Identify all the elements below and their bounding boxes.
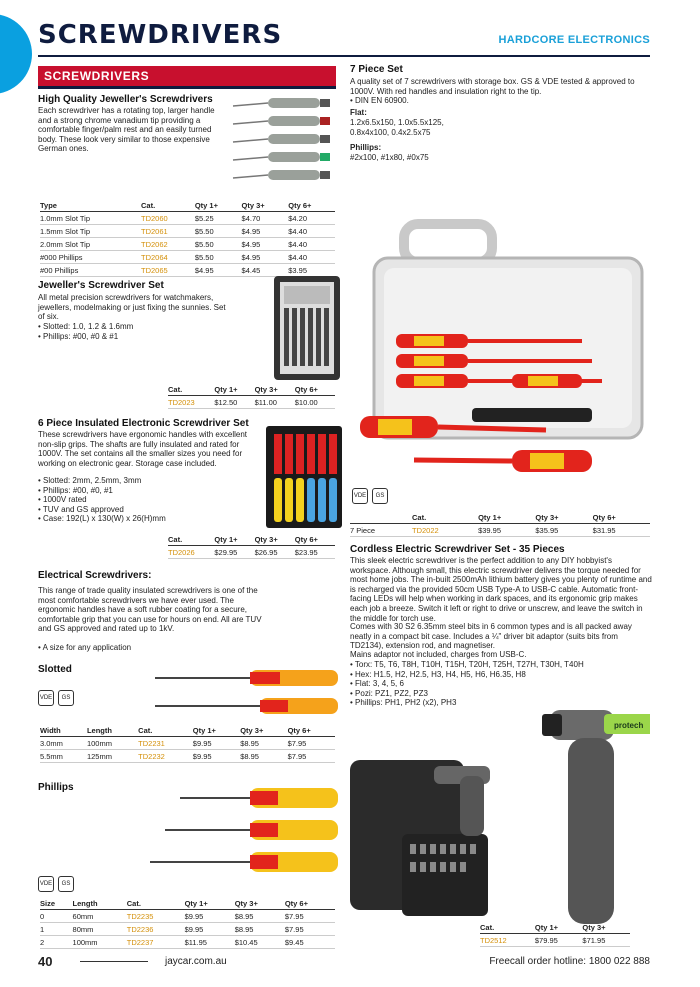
table-cell: $23.95 bbox=[295, 546, 335, 559]
table-cell: 1 bbox=[40, 923, 73, 936]
sevenpiece-desc: A quality set of 7 screwdrivers with storage box. GS & VDE tested & approved to 1000V. With red handles and insulation right to the tip. bbox=[350, 77, 635, 96]
table-cell: $9.95 bbox=[185, 910, 235, 923]
column-header: Qty 1+ bbox=[214, 534, 254, 546]
table-cell: $3.95 bbox=[288, 264, 335, 277]
jewellerset-title: Jeweller's Screwdriver Set bbox=[38, 280, 164, 291]
cat-code[interactable]: TD2062 bbox=[141, 238, 195, 251]
table-cell: $4.40 bbox=[288, 251, 335, 264]
cat-code[interactable]: TD2061 bbox=[141, 225, 195, 238]
column-header: Cat. bbox=[412, 512, 478, 524]
bullet: • Torx: T5, T6, T8H, T10H, T15H, T20H, T25H, T27H, T30H, T40H bbox=[350, 660, 652, 670]
footer-hotline: Freecall order hotline: 1800 022 888 bbox=[489, 956, 650, 967]
column-header: Qty 6+ bbox=[295, 384, 335, 396]
table-cell: $4.95 bbox=[242, 238, 289, 251]
electrical-bullets bbox=[38, 643, 263, 653]
column-header: Qty 1+ bbox=[195, 200, 242, 212]
bullet: • Slotted: 1.0, 1.2 & 1.6mm bbox=[38, 322, 233, 332]
table-cell: $7.95 bbox=[285, 910, 335, 923]
table-cell: 60mm bbox=[73, 910, 127, 923]
table-cell: $9.95 bbox=[193, 737, 240, 750]
column-header: Type bbox=[40, 200, 141, 212]
section-banner bbox=[38, 66, 336, 86]
column-header: Qty 3+ bbox=[235, 898, 285, 910]
table-cell: 100mm bbox=[73, 936, 127, 949]
table-cell: $5.50 bbox=[195, 238, 242, 251]
table-cell: $31.95 bbox=[593, 524, 650, 537]
table-cell: 3.0mm bbox=[40, 737, 87, 750]
table-cell: $4.20 bbox=[288, 212, 335, 225]
table-cell: $79.95 bbox=[535, 934, 583, 947]
jeweller-screwdrivers-image bbox=[228, 94, 343, 194]
insulated6-desc: These screwdrivers have ergonomic handles with excellent non-slip grips. The shafts are fully insulated and rated for 1000V. The set contains all the smaller sizes you need for working on electronic gear. Storage case included. bbox=[38, 430, 247, 468]
table-cell: 1.5mm Slot Tip bbox=[40, 225, 141, 238]
jeweller-title: High Quality Jeweller's Screwdrivers bbox=[38, 94, 213, 105]
table-cell: $7.95 bbox=[285, 923, 335, 936]
column-header: Qty 3+ bbox=[240, 725, 287, 737]
slotted-title: Slotted bbox=[38, 664, 72, 675]
jewellerset-bullets bbox=[38, 322, 233, 341]
cat-code[interactable]: TD2064 bbox=[141, 251, 195, 264]
table-cell: $5.25 bbox=[195, 212, 242, 225]
cordless-desc-2: Comes with 30 S2 6.35mm steel bits in 6 common types and is all packed away neatly in a compact bit case. Includes a ¼" driver bit adaptor (suits bits from TD2134), extension rod, and magnetiser. bbox=[350, 622, 632, 651]
table-row bbox=[40, 251, 335, 264]
sevenpiece-price-table bbox=[350, 512, 650, 537]
column-header: Width bbox=[40, 725, 87, 737]
cat-code[interactable]: TD2237 bbox=[127, 936, 185, 949]
table-cell: $11.95 bbox=[185, 936, 235, 949]
sevenpiece-title: 7 Piece Set bbox=[350, 64, 403, 75]
cat-code[interactable]: TD2065 bbox=[141, 264, 195, 277]
bullet: • Pozi: PZ1, PZ2, PZ3 bbox=[350, 689, 652, 699]
table-cell: $5.50 bbox=[195, 251, 242, 264]
table-cell: $71.95 bbox=[582, 934, 630, 947]
cat-code[interactable]: TD2060 bbox=[141, 212, 195, 225]
column-header: Qty 1+ bbox=[185, 898, 235, 910]
table-row bbox=[40, 737, 335, 750]
table-cell: $29.95 bbox=[214, 546, 254, 559]
table-cell: $4.70 bbox=[242, 212, 289, 225]
jewellerset-desc: All metal precision screwdrivers for watchmakers, jewellers, modelmaking or just fixing the sunnies. Set of six. bbox=[38, 293, 226, 322]
table-cell: $8.95 bbox=[235, 923, 285, 936]
column-header: Qty 3+ bbox=[255, 384, 295, 396]
cordless-bullets bbox=[350, 660, 652, 708]
electrical-title: Electrical Screwdrivers: bbox=[38, 570, 152, 581]
bullet: • A size for any application bbox=[38, 643, 263, 653]
vde-cert-icon: VDE bbox=[38, 690, 54, 706]
column-header: Qty 1+ bbox=[193, 725, 240, 737]
table-cell: $7.95 bbox=[288, 750, 335, 763]
table-cell: $9.45 bbox=[285, 936, 335, 949]
column-header: Cat. bbox=[138, 725, 193, 737]
column-header: Cat. bbox=[168, 534, 214, 546]
gs-cert-icon: GS bbox=[372, 488, 388, 504]
title-rule bbox=[38, 55, 650, 57]
jeweller-price-table bbox=[40, 200, 335, 277]
jewellerset-case-image bbox=[272, 274, 342, 382]
table-cell: $12.50 bbox=[214, 396, 254, 409]
phillips-label: Phillips: bbox=[350, 143, 382, 152]
table-cell: 100mm bbox=[87, 737, 138, 750]
flat-sizes: 1.2x6.5x150, 1.0x5.5x125, 0.8x4x100, 0.4x2.5x75 bbox=[350, 118, 444, 137]
table-cell: $8.95 bbox=[240, 750, 287, 763]
column-header: Size bbox=[40, 898, 73, 910]
cat-code[interactable]: TD2231 bbox=[138, 737, 193, 750]
column-header: Qty 6+ bbox=[285, 898, 335, 910]
jeweller-driver bbox=[233, 116, 330, 126]
column-header: Qty 3+ bbox=[255, 534, 295, 546]
table-row bbox=[40, 225, 335, 238]
column-header: Length bbox=[73, 898, 127, 910]
page-title: SCREWDRIVERS bbox=[38, 20, 283, 50]
table-cell: $11.00 bbox=[255, 396, 295, 409]
table-row bbox=[40, 238, 335, 251]
bullet: • Phillips: #00, #0 & #1 bbox=[38, 332, 233, 342]
table-cell: $26.95 bbox=[255, 546, 295, 559]
footer-divider bbox=[80, 961, 148, 962]
table-cell: $10.45 bbox=[235, 936, 285, 949]
column-header: Qty 3+ bbox=[242, 200, 289, 212]
footer-url-link[interactable]: jaycar.com.au bbox=[165, 956, 227, 967]
bullet: • DIN EN 60900. bbox=[350, 96, 650, 106]
cordless-screwdriver-image bbox=[350, 710, 650, 924]
sevenpiece-bullets bbox=[350, 96, 650, 106]
insulated6-price-table bbox=[168, 534, 335, 559]
column-header: Qty 3+ bbox=[535, 512, 592, 524]
column-header bbox=[350, 512, 412, 524]
column-header: Cat. bbox=[127, 898, 185, 910]
banner-underline bbox=[38, 86, 336, 89]
table-cell: $4.95 bbox=[195, 264, 242, 277]
table-cell: $8.95 bbox=[235, 910, 285, 923]
vde-cert-icon: VDE bbox=[352, 488, 368, 504]
table-row bbox=[40, 212, 335, 225]
cordless-price-table bbox=[480, 922, 630, 947]
column-header: Cat. bbox=[480, 922, 535, 934]
cat-code[interactable]: TD2236 bbox=[127, 923, 185, 936]
table-cell: 2.0mm Slot Tip bbox=[40, 238, 141, 251]
column-header: Qty 1+ bbox=[535, 922, 583, 934]
vde-driver bbox=[512, 374, 582, 388]
bullet: • Phillips: PH1, PH2 (x2), PH3 bbox=[350, 698, 652, 708]
protech-logo-text: protech bbox=[614, 721, 644, 730]
insulated6-title: 6 Piece Insulated Electronic Screwdriver Set bbox=[38, 418, 249, 429]
bullet: • TUV and GS approved bbox=[38, 505, 260, 515]
bullet: • Slotted: 2mm, 2.5mm, 3mm bbox=[38, 476, 260, 486]
table-row bbox=[480, 934, 630, 947]
table-cell: 1.0mm Slot Tip bbox=[40, 212, 141, 225]
jeweller-desc: Each screwdriver has a rotating top, larger handle and a strong chrome vanadium tip providing a comfortable finger/palm rest and an easily turned body. These look very similar to those expensive German ones. bbox=[38, 106, 215, 154]
page-tab-decoration bbox=[0, 14, 32, 94]
table-cell: $4.95 bbox=[242, 251, 289, 264]
jeweller-driver bbox=[233, 170, 330, 180]
table-row bbox=[40, 750, 335, 763]
column-header: Cat. bbox=[168, 384, 214, 396]
cordless-desc-1: This sleek electric screwdriver is the perfect addition to any DIY hobbyist's workspace. Although small, this electric screwdriver delivers the torque needed for most home jobs. The in-built 2500mAh lithium battery gives you plenty of runtime and is recharged via the provided 50cm USB Type-A to USB-C cable. Automatic front-facing LEDs will help when working in dark spaces, and its ergonomic grip makes each job a breeze. Switch it left or right to drive or unscrew, and leave the switch in the middle for torch use. bbox=[350, 556, 652, 623]
table-cell: $4.40 bbox=[288, 238, 335, 251]
jeweller-driver bbox=[233, 98, 330, 108]
phillips-price-table bbox=[40, 898, 335, 949]
bullet: • Flat: 3, 4, 5, 6 bbox=[350, 679, 652, 689]
gs-cert-icon: GS bbox=[58, 690, 74, 706]
vde-driver-loose bbox=[414, 450, 592, 472]
table-cell: #00 Phillips bbox=[40, 264, 141, 277]
slotted-screwdrivers-image bbox=[150, 664, 340, 720]
gs-cert-icon: GS bbox=[58, 876, 74, 892]
table-row bbox=[168, 546, 335, 559]
table-cell: 125mm bbox=[87, 750, 138, 763]
table-cell: $9.95 bbox=[185, 923, 235, 936]
flat-label: Flat: bbox=[350, 108, 367, 117]
table-row bbox=[40, 910, 335, 923]
bullet: • Hex: H1.5, H2, H2.5, H3, H4, H5, H6, H6.35, H8 bbox=[350, 670, 652, 680]
electrical-desc: This range of trade quality insulated screwdrivers is one of the most comfortable screwdrivers we have ever used. The ergonomic handles have a soft rubber coating for a secure, comfortable grip that you can use for hours on end. All are TUV and GS approved and rated up to 1kV. bbox=[38, 586, 262, 634]
table-cell: 0 bbox=[40, 910, 73, 923]
table-row bbox=[350, 524, 650, 537]
table-cell: #000 Phillips bbox=[40, 251, 141, 264]
phillips-screwdrivers-image bbox=[150, 782, 340, 878]
jeweller-driver bbox=[233, 134, 330, 144]
column-header: Qty 1+ bbox=[214, 384, 254, 396]
table-cell: $4.45 bbox=[242, 264, 289, 277]
brand-label: HARDCORE ELECTRONICS bbox=[498, 34, 650, 46]
table-cell: $10.00 bbox=[295, 396, 335, 409]
column-header: Qty 1+ bbox=[478, 512, 535, 524]
bullet: • Phillips: #00, #0, #1 bbox=[38, 486, 260, 496]
table-cell: $39.95 bbox=[478, 524, 535, 537]
page-number: 40 bbox=[38, 954, 53, 969]
table-cell: $7.95 bbox=[288, 737, 335, 750]
column-header: Qty 6+ bbox=[593, 512, 650, 524]
table-cell: $8.95 bbox=[240, 737, 287, 750]
jeweller-driver bbox=[233, 152, 330, 162]
phillips-sizes: #2x100, #1x80, #0x75 bbox=[350, 153, 429, 162]
cordless-title: Cordless Electric Screwdriver Set - 35 Pieces bbox=[350, 544, 565, 555]
jewellerset-price-table bbox=[168, 384, 335, 409]
column-header: Length bbox=[87, 725, 138, 737]
cat-code[interactable]: TD2026 bbox=[168, 546, 214, 559]
table-cell: 7 Piece bbox=[350, 524, 412, 537]
column-header: Qty 3+ bbox=[582, 922, 630, 934]
cat-code[interactable]: TD2023 bbox=[168, 396, 214, 409]
vde-cert-icon: VDE bbox=[38, 876, 54, 892]
column-header: Qty 6+ bbox=[288, 725, 335, 737]
cat-code[interactable]: TD2512 bbox=[480, 934, 535, 947]
cat-code[interactable]: TD2235 bbox=[127, 910, 185, 923]
bullet: • 1000V rated bbox=[38, 495, 260, 505]
column-header: Cat. bbox=[141, 200, 195, 212]
bullet: • Case: 192(L) x 130(W) x 26(H)mm bbox=[38, 514, 260, 524]
cat-code[interactable]: TD2022 bbox=[412, 524, 478, 537]
table-row bbox=[40, 936, 335, 949]
table-cell: $5.50 bbox=[195, 225, 242, 238]
table-cell: $9.95 bbox=[193, 750, 240, 763]
section-banner-label: SCREWDRIVERS bbox=[44, 69, 150, 83]
slotted-price-table bbox=[40, 725, 335, 763]
phillips-title: Phillips bbox=[38, 782, 74, 793]
insulated6-case-image bbox=[264, 424, 344, 530]
insulated6-bullets bbox=[38, 476, 260, 524]
column-header: Qty 6+ bbox=[288, 200, 335, 212]
table-cell: 2 bbox=[40, 936, 73, 949]
cat-code[interactable]: TD2232 bbox=[138, 750, 193, 763]
cordless-desc-3: Mains adaptor not included, charges from USB-C. bbox=[350, 650, 527, 659]
table-row bbox=[40, 923, 335, 936]
table-cell: 80mm bbox=[73, 923, 127, 936]
table-cell: $4.40 bbox=[288, 225, 335, 238]
column-header: Qty 6+ bbox=[295, 534, 335, 546]
table-cell: $35.95 bbox=[535, 524, 592, 537]
table-cell: $4.95 bbox=[242, 225, 289, 238]
table-cell: 5.5mm bbox=[40, 750, 87, 763]
table-row bbox=[168, 396, 335, 409]
sevenpiece-case-image bbox=[352, 178, 650, 508]
